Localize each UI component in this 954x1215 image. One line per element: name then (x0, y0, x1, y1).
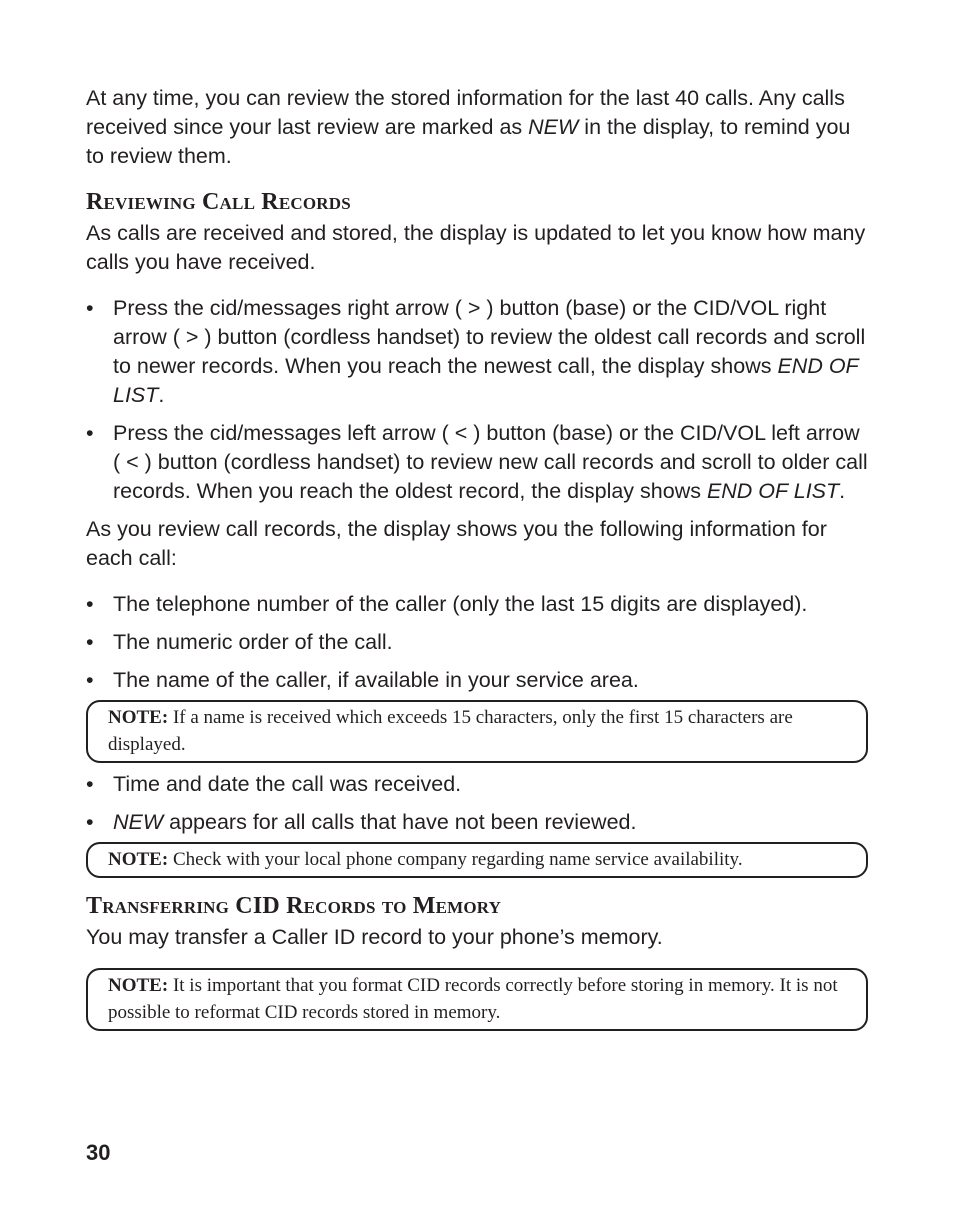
intro-text-end: in the display, to remind you to review them. (86, 115, 851, 168)
list-item: • The name of the caller, if available in your service area. (86, 666, 868, 695)
note-label: NOTE: (108, 975, 169, 996)
section1-body: As calls are received and stored, the display is updated to let you know how many calls you have received. (86, 221, 866, 274)
note-text: If a name is received which exceeds 15 characters, only the first 15 characters are displayed. (108, 707, 793, 755)
section-heading-transferring: Transferring CID Records to Memory (86, 893, 502, 919)
call-info-bullet-list-continued (86, 770, 868, 837)
note-text: Check with your local phone company regarding name service availability. (168, 849, 743, 870)
list-item: • Press the cid/messages right arrow ( > ) button (base) or the CID/VOL right arrow ( > ) button (cordless handset) to review the oldest call records and scroll to newer records. When you reach the newest call, the display shows END OF LIST. (86, 294, 868, 410)
intro-text: At any time, you can review the stored information for the last 40 calls. Any calls received since your last review are marked as (86, 86, 845, 139)
note-box-format-records (86, 968, 868, 1031)
note-label: NOTE: (108, 849, 169, 870)
note-label: NOTE: (108, 707, 169, 728)
end-of-list-label: END OF LIST (706, 479, 840, 503)
list-item: • Press the cid/messages left arrow ( < ) button (base) or the CID/VOL left arrow ( < ) button (cordless handset) to review new call records and scroll to older call records. When you reach the oldest record, the display shows END OF LIST. (86, 419, 868, 506)
intro-new-label: NEW (528, 115, 579, 139)
list-item: • The telephone number of the caller (only the last 15 digits are displayed). (86, 590, 868, 619)
manual-page (86, 84, 868, 1031)
note-box-service-availability (86, 842, 868, 878)
review-intro-paragraph: As you review call records, the display shows you the following information for each call: (86, 517, 827, 570)
list-item: • Time and date the call was received. (86, 770, 868, 799)
note-text: It is important that you format CID records correctly before storing in memory. It is not possible to reformat CID records stored in memory. (108, 975, 838, 1023)
call-info-bullet-list (86, 590, 868, 695)
page-number: 30 (86, 1140, 111, 1165)
navigation-bullet-list (86, 294, 868, 506)
intro-paragraph (86, 84, 868, 171)
note-box-name-length (86, 700, 868, 763)
list-item: • The numeric order of the call. (86, 628, 868, 657)
new-label: NEW (113, 810, 164, 834)
end-of-list-label: END OF LIST (113, 354, 859, 407)
section2-body: You may transfer a Caller ID record to your phone’s memory. (86, 925, 663, 949)
list-item: • NEW appears for all calls that have not been reviewed. (86, 808, 868, 837)
section-heading-reviewing: Reviewing Call Records (86, 189, 351, 215)
